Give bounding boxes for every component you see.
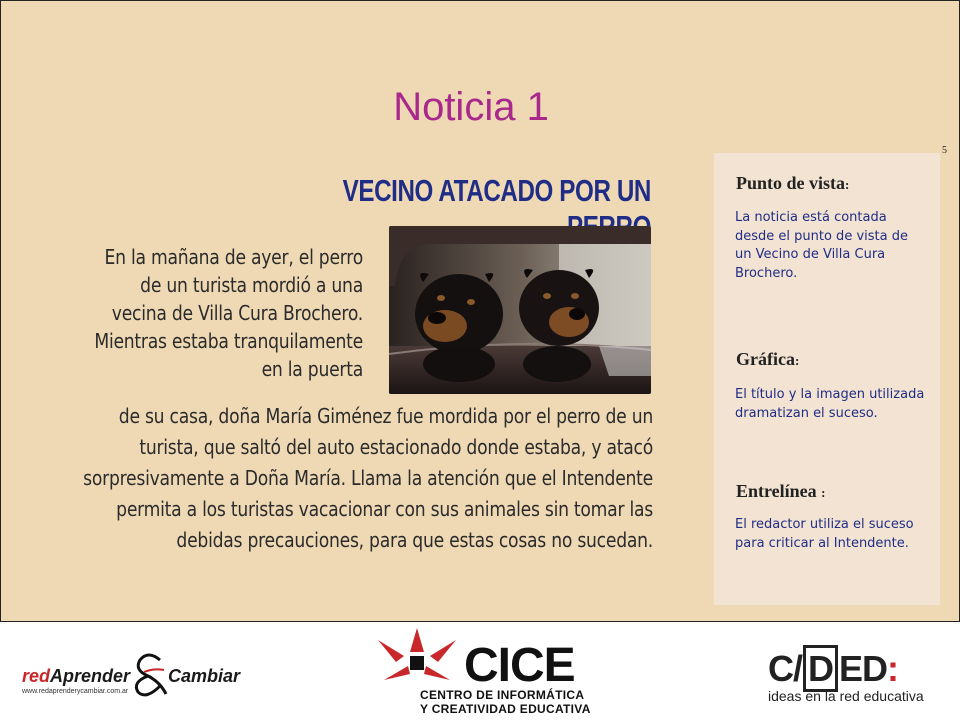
news-body-text: de su casa, doña María Giménez fue mordida por el perro de un turista, que saltó del auto estacionado donde estaba, y atacó sorpresivamente a Doña María. Llama la atención que el Intendente permita a los turistas vacacionar con sus animales sin tomar las debidas precauciones, para que estas cosas no sucedan. [83,404,654,552]
dogs-in-car-photo [389,226,651,394]
cded-colon: : [887,648,899,689]
graphic-text: El título y la imagen utilizada dramatizan el suceso. [735,387,925,421]
graphic-heading-label: Gráfica [736,349,795,369]
point-of-view-heading-label: Punto de vista [736,173,846,193]
news-lead-text: En la mañana de ayer, el perro de un turista mordió a una vecina de Villa Cura Brochero. Mientras estaba tranquilamente en la puerta [94,245,364,381]
slide-title: Noticia 1 [393,85,549,129]
point-of-view-heading [736,173,849,194]
red-aprender-cambiar-logo [22,648,242,700]
news-body-paragraph [61,401,653,556]
graphic-heading-colon: : [794,353,800,368]
cice-wordmark: CICE [464,639,575,692]
cice-subtitle-line2: Y CREATIVIDAD EDUCATIVA [420,702,591,716]
cded-ed: ED [839,648,888,689]
red-text: red [22,666,51,686]
cambiar-text: Cambiar [168,666,241,686]
cice-arrows-icon [374,626,460,688]
aprender-text: Aprender [50,666,131,686]
cded-wordmark [768,648,898,690]
news-headline: VECINO ATACADO POR UN [342,173,651,208]
cded-c: C/ [768,648,802,689]
cded-d: D [803,645,838,692]
red-aprender-url: www.redaprenderycambiar.com.ar [22,688,129,695]
point-of-view-text: La noticia está contada desde el punto de vista de un Vecino de Villa Cura Brochero. [735,210,908,281]
page-number: 5 [942,145,947,156]
between-lines-heading [736,481,826,502]
red-aprender-wordmark [22,666,130,687]
cded-tagline: ideas en la red educativa [768,688,924,704]
graphic-heading [736,349,799,370]
cice-logo [372,626,602,718]
between-lines-heading-label: Entrelínea [736,481,817,501]
analysis-sidebar [714,153,940,605]
news-lead-paragraph [94,243,364,383]
point-of-view-heading-colon: : [845,177,850,192]
between-lines-text: El redactor utiliza el suceso para criticar al Intendente. [735,517,914,551]
cice-subtitle-line1: CENTRO DE INFORMÁTICA [420,688,585,702]
dogs-photo-illustration [389,226,651,394]
between-lines-heading-colon: : [821,485,826,500]
cded-logo [766,648,936,708]
ampersand-icon [126,650,174,698]
